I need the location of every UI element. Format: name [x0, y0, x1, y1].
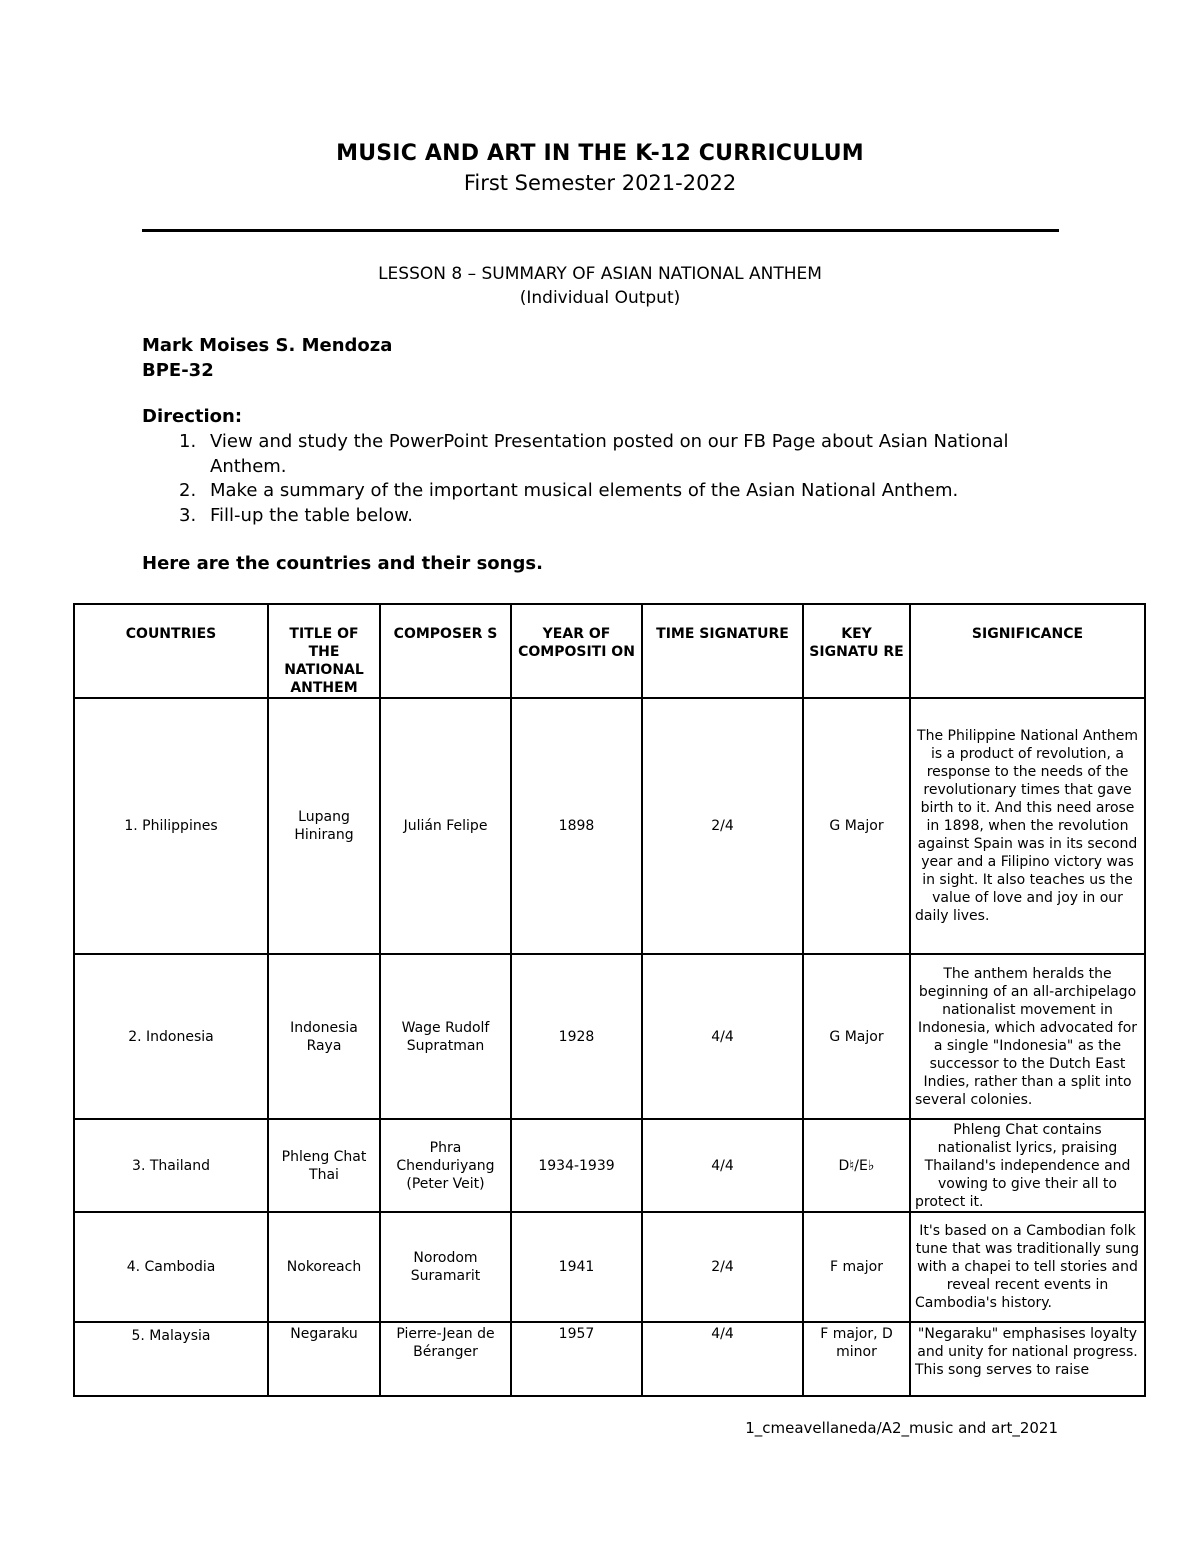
cell-title: Negaraku — [268, 1322, 380, 1396]
lesson-note: (Individual Output) — [519, 288, 681, 308]
header-year: YEAR OF COMPOSITI ON — [511, 604, 642, 698]
cell-time-signature: 4/4 — [642, 1322, 803, 1396]
cell-time-signature: 4/4 — [642, 954, 803, 1119]
direction-item-number: 1. — [179, 431, 197, 452]
direction-item — [142, 504, 1042, 529]
cell-country: 3. Thailand — [74, 1119, 268, 1212]
cell-title: Indonesia Raya — [268, 954, 380, 1119]
cell-year: 1928 — [511, 954, 642, 1119]
horizontal-rule — [142, 229, 1059, 232]
direction-item-text: Fill-up the table below. — [210, 504, 413, 526]
cell-title: Lupang Hinirang — [268, 698, 380, 954]
anthem-table — [73, 603, 1146, 1397]
direction-list — [142, 430, 1042, 528]
cell-key-signature: G Major — [803, 954, 910, 1119]
cell-country: 5. Malaysia — [74, 1322, 268, 1396]
cell-composer: Norodom Suramarit — [380, 1212, 511, 1322]
student-section: BPE-32 — [142, 360, 214, 381]
cell-significance: The Philippine National Anthem is a product of revolution, a response to the needs of the revolutionary times that gave birth to it. And this need arose in 1898, when the revolution against Spain was in its second year and a Filipino victory was in sight. It also teaches us the value of love and joy in our daily lives. — [910, 698, 1145, 954]
header-countries: COUNTRIES — [74, 604, 268, 698]
cell-key-signature: F major — [803, 1212, 910, 1322]
student-name: Mark Moises S. Mendoza — [142, 335, 393, 356]
direction-label: Direction: — [142, 406, 243, 427]
cell-time-signature: 2/4 — [642, 698, 803, 954]
page-footer: 1_cmeavellaneda/A2_music and art_2021 — [745, 1419, 1058, 1437]
cell-composer: Wage Rudolf Supratman — [380, 954, 511, 1119]
header-significance: SIGNIFICANCE — [910, 604, 1145, 698]
header-title: TITLE OF THE NATIONAL ANTHEM — [268, 604, 380, 698]
document-subtitle: First Semester 2021-2022 — [463, 171, 737, 195]
cell-year: 1934-1939 — [511, 1119, 642, 1212]
cell-year: 1941 — [511, 1212, 642, 1322]
document-title: MUSIC AND ART IN THE K-12 CURRICULUM — [336, 141, 864, 166]
table-row — [74, 954, 1145, 1119]
cell-key-signature: G Major — [803, 698, 910, 954]
table-row — [74, 698, 1145, 954]
cell-significance: "Negaraku" emphasises loyalty and unity for national progress. This song serves to raise — [910, 1322, 1145, 1396]
header-time-signature: TIME SIGNATURE — [642, 604, 803, 698]
cell-year: 1957 — [511, 1322, 642, 1396]
cell-year: 1898 — [511, 698, 642, 954]
cell-country: 1. Philippines — [74, 698, 268, 954]
cell-title: Phleng Chat Thai — [268, 1119, 380, 1212]
direction-item-number: 3. — [179, 504, 197, 526]
cell-country: 4. Cambodia — [74, 1212, 268, 1322]
student-info — [142, 333, 392, 383]
cell-composer: Julián Felipe — [380, 698, 511, 954]
cell-composer: Phra Chenduriyang (Peter Veit) — [380, 1119, 511, 1212]
direction-item — [142, 479, 1042, 504]
cell-title: Nokoreach — [268, 1212, 380, 1322]
direction-item — [142, 430, 1042, 479]
table-row — [74, 1322, 1145, 1396]
header-key-signature: KEY SIGNATU RE — [803, 604, 910, 698]
cell-significance: The anthem heralds the beginning of an all-archipelago nationalist movement in Indonesia, which advocated for a single "Indonesia" as the successor to the Dutch East Indies, rather than a split into several colonies. — [910, 954, 1145, 1119]
cell-key-signature: D♮/E♭ — [803, 1119, 910, 1212]
table-intro: Here are the countries and their songs. — [142, 553, 543, 574]
cell-significance: Phleng Chat contains nationalist lyrics, praising Thailand's independence and vowing to give their all to protect it. — [910, 1119, 1145, 1212]
cell-key-signature: F major, D minor — [803, 1322, 910, 1396]
lesson-title: LESSON 8 – SUMMARY OF ASIAN NATIONAL ANTHEM — [378, 264, 822, 284]
cell-time-signature: 4/4 — [642, 1119, 803, 1212]
direction-item-text: Make a summary of the important musical elements of the Asian National Anthem. — [210, 480, 959, 501]
cell-country: 2. Indonesia — [74, 954, 268, 1119]
cell-composer: Pierre-Jean de Béranger — [380, 1322, 511, 1396]
header-composers: COMPOSER S — [380, 604, 511, 698]
table-row — [74, 1212, 1145, 1322]
lesson-heading — [0, 262, 1200, 310]
direction-item-text: View and study the PowerPoint Presentation posted on our FB Page about Asian National Anthem. — [210, 431, 1009, 477]
table-row — [74, 1119, 1145, 1212]
direction-item-number: 2. — [179, 480, 197, 501]
cell-significance: It's based on a Cambodian folk tune that was traditionally sung with a chapei to tell stories and reveal recent events in Cambodia's history. — [910, 1212, 1145, 1322]
cell-time-signature: 2/4 — [642, 1212, 803, 1322]
table-header-row — [74, 604, 1145, 698]
